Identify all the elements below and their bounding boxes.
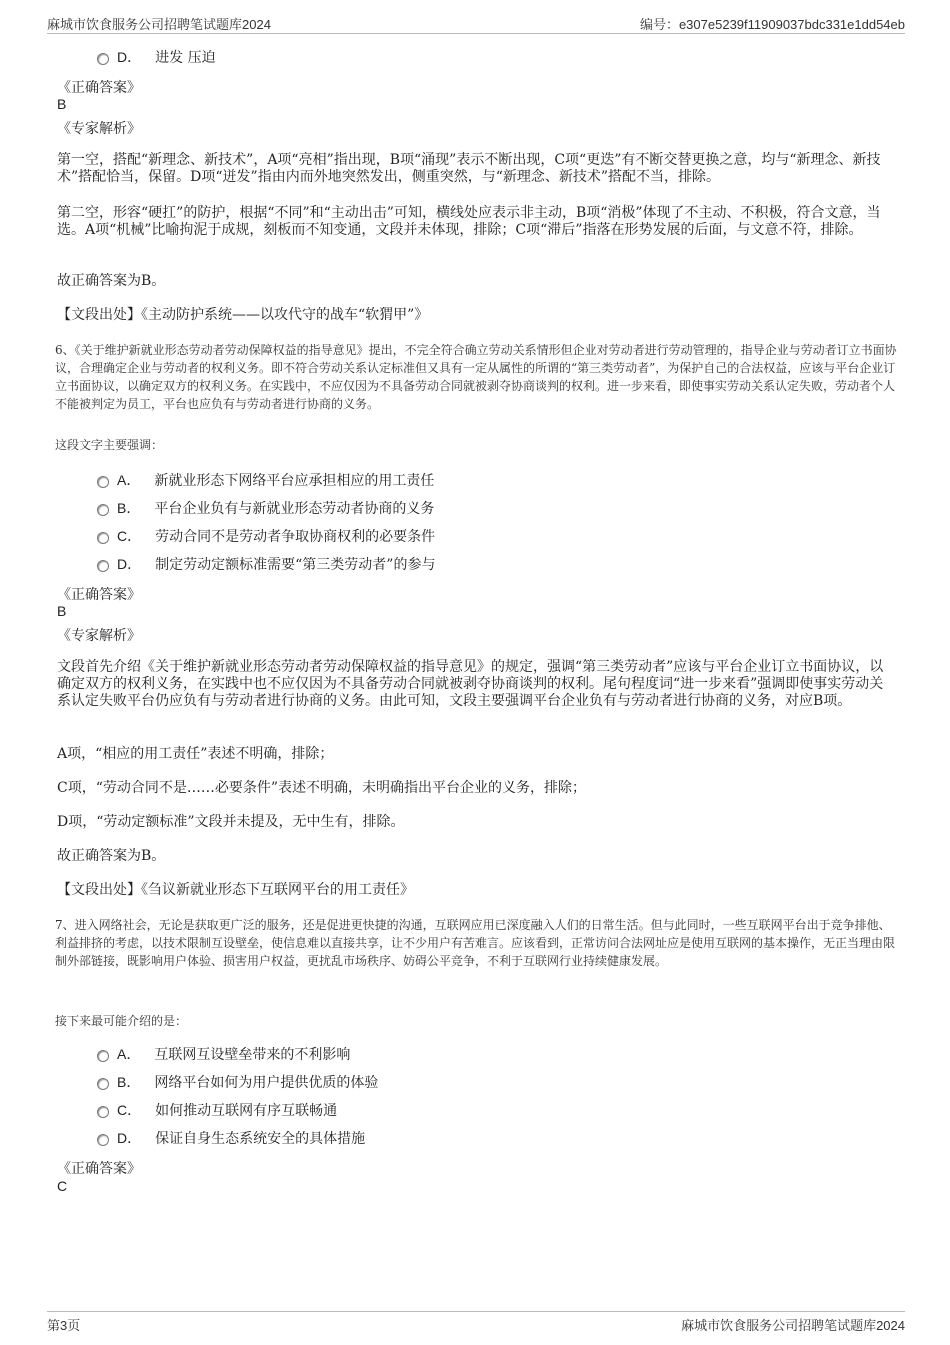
radio-button[interactable]: [97, 53, 109, 65]
option-text: 保证自身生态系统安全的具体措施: [155, 1131, 366, 1147]
page-number: 第3页: [47, 1318, 81, 1333]
q7-option-b[interactable]: [97, 1071, 378, 1093]
q5-analysis-para-2: 第二空，形容“硬扛”的防护，根据“不同”和“主动出击”可知，横线处应表示非主动，B项“消极”体现了不主动、不积极，符合文意，当选。A项“机械”比喻拘泥于成规，刻板而不知变通，文段并未体现，排除；C项“滞后”指落在形势发展的后面，与文意不符，排除。: [57, 205, 881, 238]
q6-stem: 6、《关于维护新就业形态劳动者劳动保障权益的指导意见》提出，不完全符合确立劳动关系情形但企业对劳动者进行劳动管理的，指导企业与劳动者订立书面协议，合理确定企业与劳动者的权利义务。即不符合劳动关系认定标准但又具有一定从属性的所谓的“第三类劳动者”，为保护自己的合法权益，应该与平台企业订立书面协议，以确定双方的权利义务。在实践中，不应仅因为不具备劳动合同就被剥夺协商谈判的权利。进一步来看，即使事实劳动关系认定失败，劳动者个人不能被判定为员工，平台也应负有与劳动者进行协商的义务。: [55, 343, 897, 411]
option-letter: C．: [117, 528, 142, 544]
radio-button[interactable]: [97, 560, 109, 572]
q6-option-a[interactable]: [97, 469, 434, 491]
q5-option-d[interactable]: [97, 46, 216, 68]
radio-button[interactable]: [97, 476, 109, 488]
q6-answer: B: [57, 603, 67, 619]
q7-stem: 7、进入网络社会，无论是获取更广泛的服务，还是促进更快捷的沟通，互联网应用已深度融入人们的日常生活。但与此同时，一些互联网平台出于竞争排他、利益排挤的考虑，以技术限制互设壁垒，使信息难以直接共享，让不少用户有苦难言。应该看到，正常访问合法网址应是使用互联网的基本操作，无正当理由限制外部链接，既影响用户体验、损害用户权益，更扰乱市场秩序、妨碍公平竞争，不利于互联网行业持续健康发展。: [55, 918, 896, 968]
option-text: 网络平台如何为用户提供优质的体验: [154, 1075, 379, 1091]
option-letter: B．: [117, 1074, 141, 1090]
radio-button[interactable]: [97, 1078, 109, 1090]
q7-answer-label: 《正确答案》: [57, 1161, 141, 1177]
q7-option-c[interactable]: [97, 1099, 337, 1121]
option-text: 如何推动互联网有序互联畅通: [155, 1103, 338, 1119]
option-text: 平台企业负有与新就业形态劳动者协商的义务: [154, 501, 435, 517]
q5-analysis-para-1: 第一空，搭配“新理念、新技术”，A项“亮相”指出现，B项“涌现”表示不断出现，C项“更迭”有不断交替更换之意，均与“新理念、新技术”搭配恰当，保留。D项“迸发”指由内而外地突然发出，侧重突然，与“新理念、新技术”搭配不当，排除。: [57, 152, 881, 185]
q6-conclusion: 故正确答案为B。: [57, 848, 166, 864]
q5-answer-label: 《正确答案》: [57, 80, 141, 96]
option-text: 进发 压迫: [155, 50, 216, 66]
q5-analysis-label: 《专家解析》: [57, 121, 141, 137]
q5-source: 【文段出处】《主动防护系统——以攻代守的战车“软猬甲”》: [57, 307, 429, 323]
radio-button[interactable]: [97, 1106, 109, 1118]
option-letter: B．: [117, 500, 141, 516]
page-header: [47, 14, 905, 34]
q7-option-a[interactable]: [97, 1043, 350, 1065]
q7-answer: C: [57, 1178, 68, 1194]
option-letter: D．: [117, 556, 142, 572]
q7-option-d[interactable]: [97, 1127, 365, 1149]
radio-button[interactable]: [97, 1050, 109, 1062]
radio-button[interactable]: [97, 532, 109, 544]
option-letter: D．: [117, 49, 142, 65]
header-doc-id: 编号：e307e5239f11909037bdc331e1dd54eb: [639, 17, 905, 32]
q6-option-d[interactable]: [97, 553, 435, 575]
q6-analysis-para-1: 文段首先介绍《关于维护新就业形态劳动者劳动保障权益的指导意见》的规定，强调“第三类劳动者”应该与平台企业订立书面协议，以确定双方的权利义务，在实践中也不应仅因为不具备劳动合同就被剥夺协商谈判的权利。尾句程度词“进一步来看”强调即使事实劳动关系认定失败平台仍应负有与劳动者进行协商的义务。由此可知，文段主要强调平台企业负有与劳动者进行协商的义务，对应B项。: [57, 659, 884, 709]
q5-answer: B: [57, 96, 67, 112]
q6-answer-label: 《正确答案》: [57, 587, 141, 603]
option-letter: D．: [117, 1130, 142, 1146]
q6-option-c[interactable]: [97, 525, 435, 547]
radio-button[interactable]: [97, 504, 109, 516]
radio-button[interactable]: [97, 1134, 109, 1146]
q6-prompt: 这段文字主要强调：: [55, 438, 164, 452]
option-letter: C．: [117, 1102, 142, 1118]
header-title: 麻城市饮食服务公司招聘笔试题库2024: [47, 17, 271, 32]
q6-source: 【文段出处】《刍议新就业形态下互联网平台的用工责任》: [57, 882, 414, 898]
page-footer: [47, 1311, 905, 1333]
option-text: 新就业形态下网络平台应承担相应的用工责任: [154, 473, 435, 489]
option-text: 劳动合同不是劳动者争取协商权利的必要条件: [155, 529, 436, 545]
option-text: 互联网互设壁垒带来的不利影响: [154, 1047, 351, 1063]
q7-prompt: 接下来最可能介绍的是：: [55, 1014, 188, 1028]
option-letter: A．: [117, 472, 141, 488]
q5-conclusion: 故正确答案为B。: [57, 273, 166, 289]
q6-analysis-option-a: A项，“相应的用工责任”表述不明确，排除；: [57, 746, 334, 762]
q6-analysis-option-d: D项，“劳动定额标准”文段并未提及，无中生有，排除。: [57, 814, 405, 830]
option-letter: A．: [117, 1046, 141, 1062]
q6-option-b[interactable]: [97, 497, 434, 519]
q6-analysis-option-c: C项，“劳动合同不是……必要条件”表述不明确，未明确指出平台企业的义务，排除；: [57, 780, 587, 796]
option-text: 制定劳动定额标准需要“第三类劳动者”的参与: [155, 557, 436, 573]
q6-analysis-label: 《专家解析》: [57, 628, 141, 644]
footer-title: 麻城市饮食服务公司招聘笔试题库2024: [681, 1318, 905, 1333]
